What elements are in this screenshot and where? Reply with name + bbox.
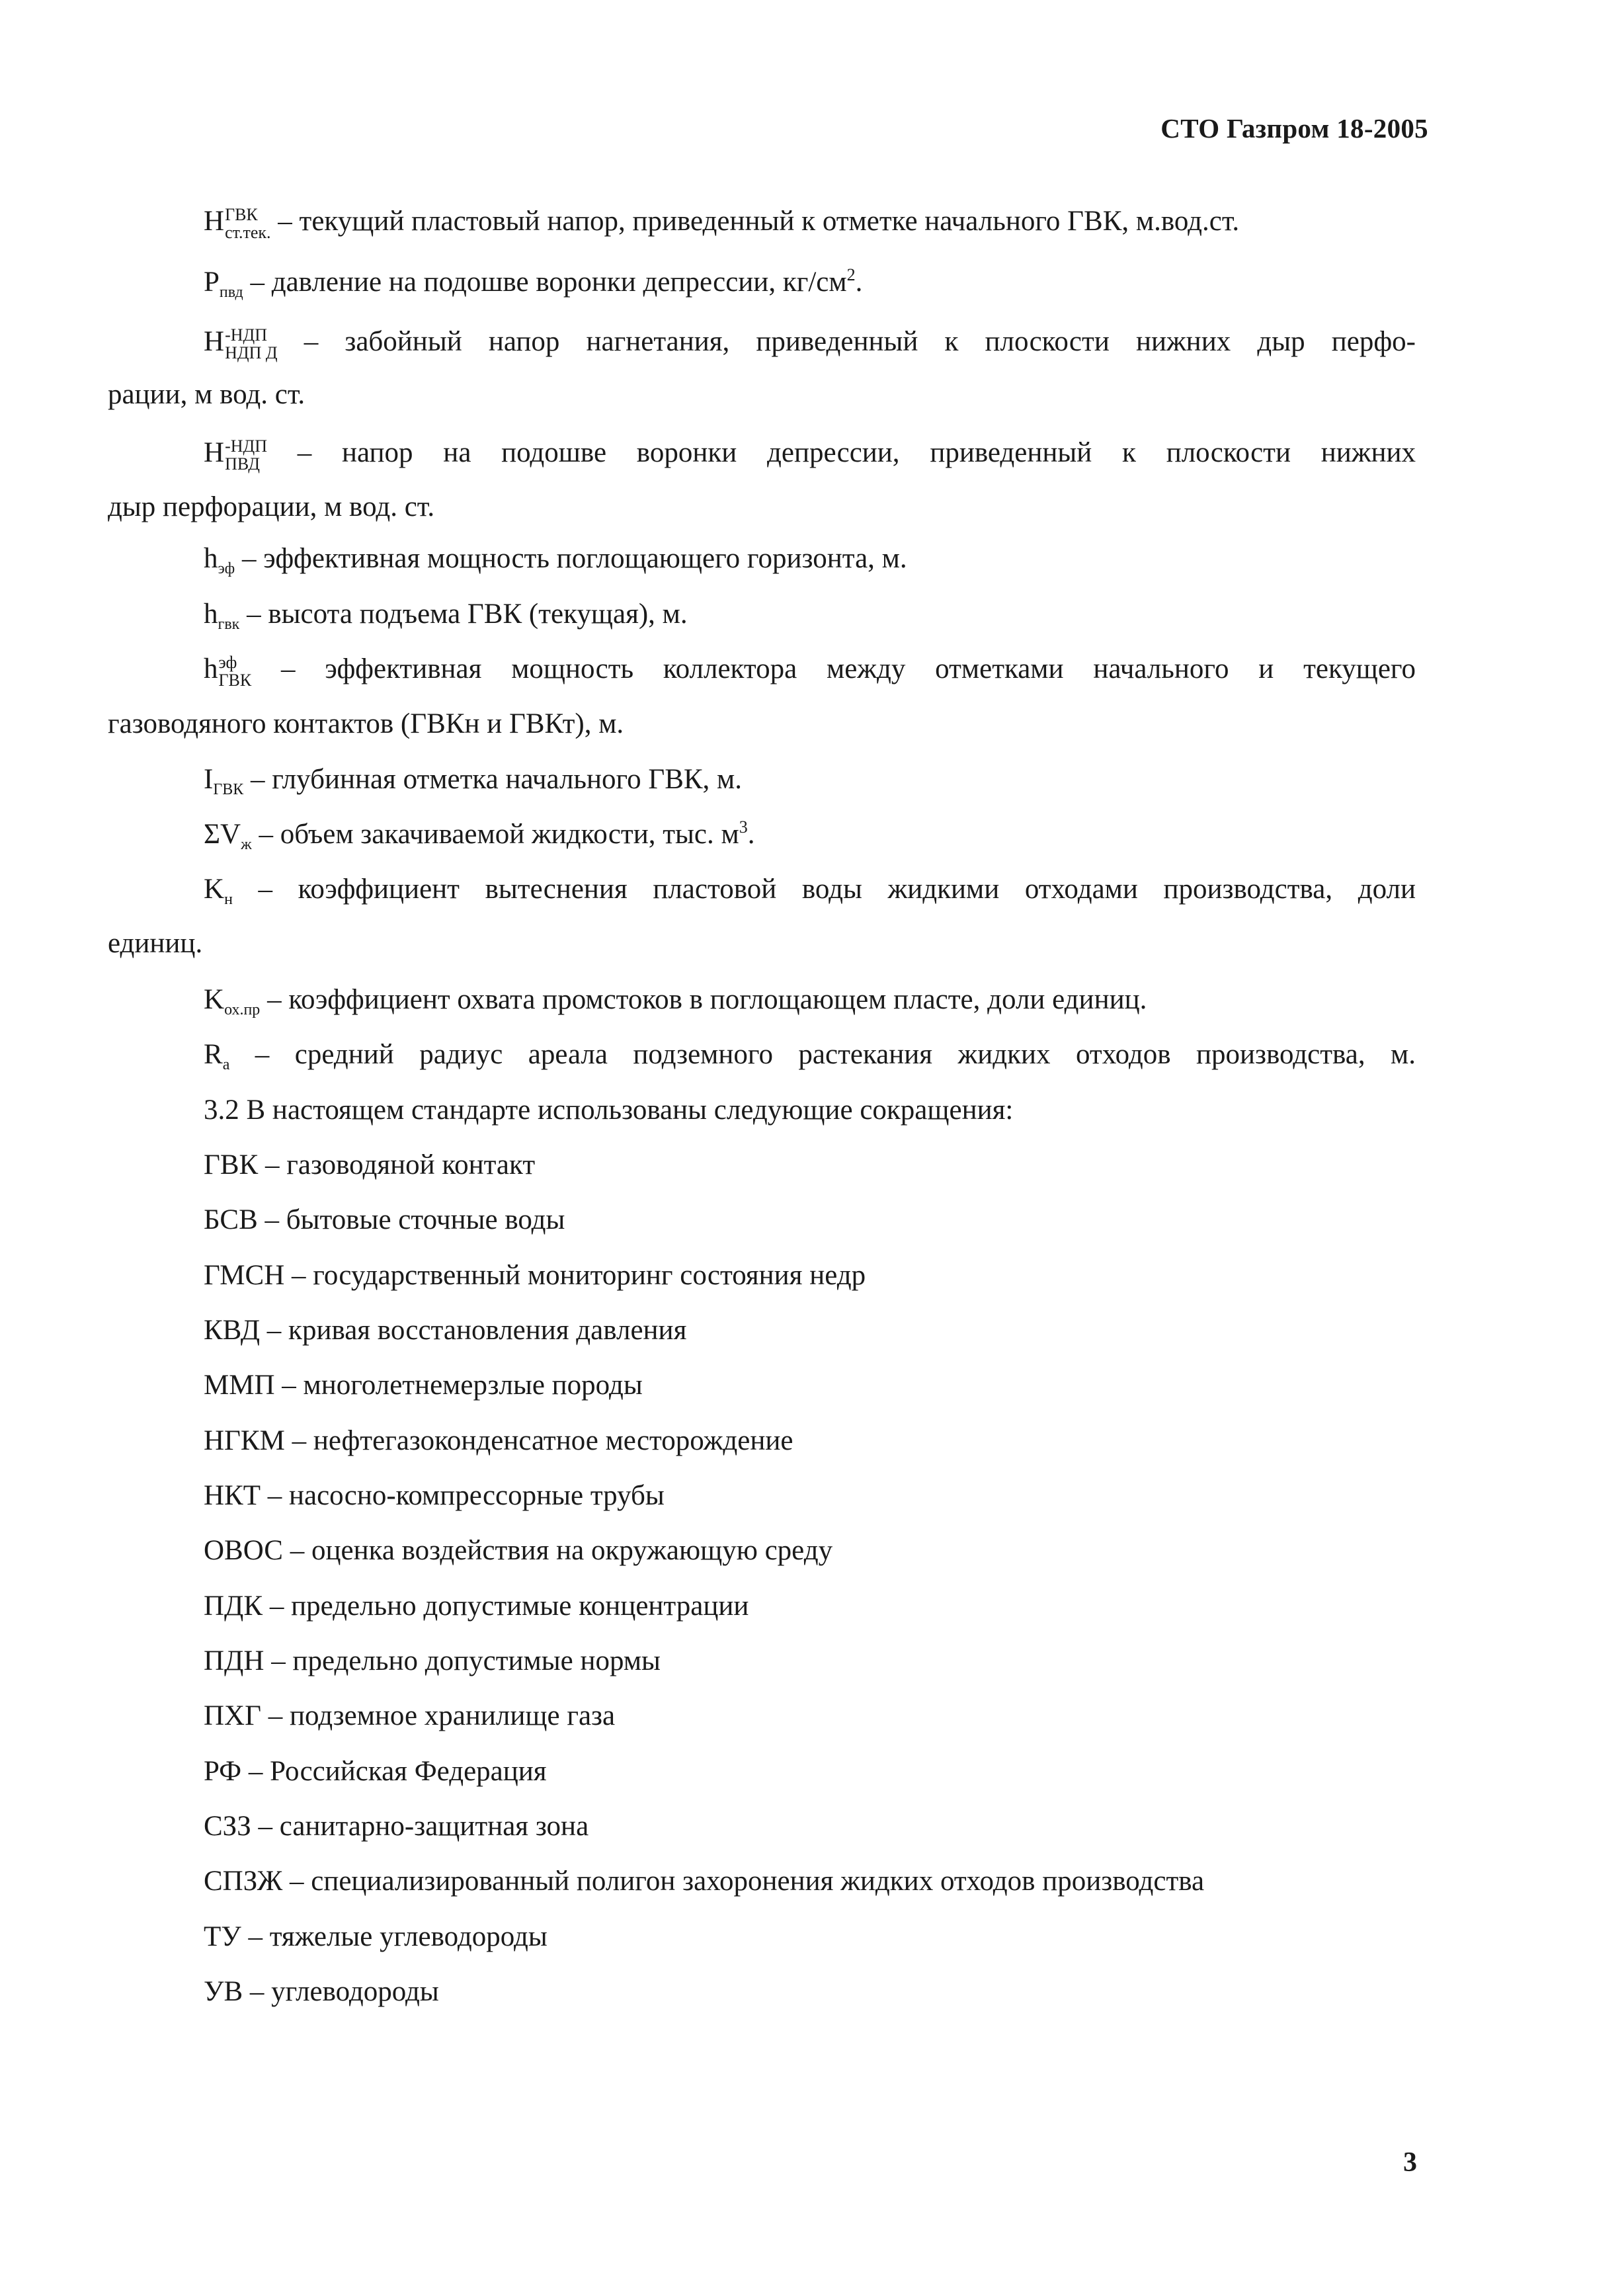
abbreviation-item: НКТ – насосно-компрессорные трубы: [204, 1480, 665, 1511]
symbol-definition: [204, 653, 1416, 689]
symbol-definition: [204, 983, 1416, 1016]
symbol: $h_{гвк}$: [204, 599, 240, 633]
symbol-definition: [204, 598, 1416, 633]
abbreviation-item: ОВОС – оценка воздействия на окружающую среду: [204, 1535, 833, 1566]
symbol: H -НДП НДП Д: [204, 325, 278, 363]
abbreviation-item: СЗЗ – санитарно-защитная зона: [204, 1811, 589, 1842]
symbol-description: – коэффициент охвата промстоков в поглощающем пласте, доли единиц.: [260, 984, 1147, 1015]
symbol-description-continuation: дыр перфорации, м вод. ст.: [108, 491, 435, 522]
symbol: $K_{ох.пр}$: [204, 984, 261, 1018]
symbol-definition: [204, 436, 1416, 473]
symbol-description: – объем закачиваемой жидкости, тыс. м: [251, 819, 739, 850]
symbol: $K_н$: [204, 874, 233, 908]
abbreviation-item: ПХГ – подземное хранилище газа: [204, 1700, 616, 1731]
page-number: 3: [1403, 2147, 1417, 2178]
abbreviation-item: РФ – Российская Федерация: [204, 1756, 547, 1787]
abbreviation-item: ТУ – тяжелые углеводороды: [204, 1921, 548, 1952]
abbreviation-item: СПЗЖ – специализированный полигон захоронения жидких отходов производства: [204, 1866, 1205, 1897]
symbol-description: – забойный напор нагнетания, приведенный к плоскости нижних дыр перфо-: [277, 326, 1416, 357]
symbol: $P_{пвд}$: [204, 267, 243, 301]
symbol-definition: $\Sigma V_ж$ – объем закачиваемой жидкости, тыс. $м^3$.: [204, 817, 755, 853]
symbol-description: – коэффициент вытеснения пластовой воды жидкими отходами производства, доли: [232, 874, 1416, 905]
symbol-definition: [204, 873, 1416, 908]
abbreviation-item: ММП – многолетнемерзлые породы: [204, 1370, 643, 1401]
symbol-description-continuation: газоводяного контактов (ГВКн и ГВКт), м.: [108, 708, 624, 739]
abbreviation-item: ПДН – предельно допустимые нормы: [204, 1645, 661, 1676]
symbol-description: – напор на подошве воронки депрессии, приведенный к плоскости нижних: [267, 437, 1416, 468]
symbol-definition: [204, 542, 1416, 575]
symbol: h эф ГВК: [204, 653, 252, 690]
document-code: СТО Газпром 18-2005: [1160, 113, 1428, 144]
symbol-description: – высота подъема ГВК (текущая), м.: [239, 599, 688, 630]
symbol-description-continuation: рации, м вод. ст.: [108, 379, 305, 410]
symbol-definition: $P_{пвд}$ – давление на подошве воронки депрессии, $кг/см^2$.: [204, 265, 863, 301]
abbreviation-item: НГКМ – нефтегазоконденсатное месторождение: [204, 1425, 793, 1456]
abbreviation-item: ПДК – предельно допустимые концентрации: [204, 1590, 749, 1622]
symbol: $R_а$: [204, 1039, 230, 1073]
symbol-definition: [204, 325, 1416, 362]
abbreviation-item: ГВК – газоводяной контакт: [204, 1149, 536, 1180]
symbol: $\Sigma V_ж$: [204, 819, 252, 853]
symbol-description-continuation: единиц.: [108, 928, 203, 959]
symbol-definition: [204, 763, 1416, 796]
symbol-description: – эффективная мощность поглощающего горизонта, м.: [235, 543, 907, 574]
symbol-description: – средний радиус ареала подземного растекания жидких отходов производства, м.: [229, 1039, 1416, 1070]
symbol-definition: [204, 205, 1416, 241]
section-intro: 3.2 В настоящем стандарте использованы следующие сокращения:: [204, 1094, 1014, 1126]
symbol: $h_{эф}$: [204, 543, 235, 577]
symbol-definition: [204, 1038, 1416, 1071]
abbreviation-item: УВ – углеводороды: [204, 1976, 439, 2007]
abbreviation-item: ГМСН – государственный мониторинг состояния недр: [204, 1260, 866, 1291]
symbol: $I_{ГВК}$: [204, 764, 244, 798]
abbreviation-item: БСВ – бытовые сточные воды: [204, 1204, 565, 1235]
symbol-description: – эффективная мощность коллектора между отметками начального и текущего: [251, 653, 1416, 684]
abbreviation-item: КВД – кривая восстановления давления: [204, 1315, 687, 1346]
symbol-description: – текущий пластовый напор, приведенный к отметке начального ГВК, м.вод.ст.: [270, 206, 1240, 237]
symbol-description: – глубинная отметка начального ГВК, м.: [243, 764, 743, 795]
symbol: H -НДП ПВД: [204, 436, 268, 474]
symbol: H ГВК ст.тек.: [204, 205, 271, 243]
symbol-description: – давление на подошве воронки депрессии, кг/см: [243, 267, 847, 298]
